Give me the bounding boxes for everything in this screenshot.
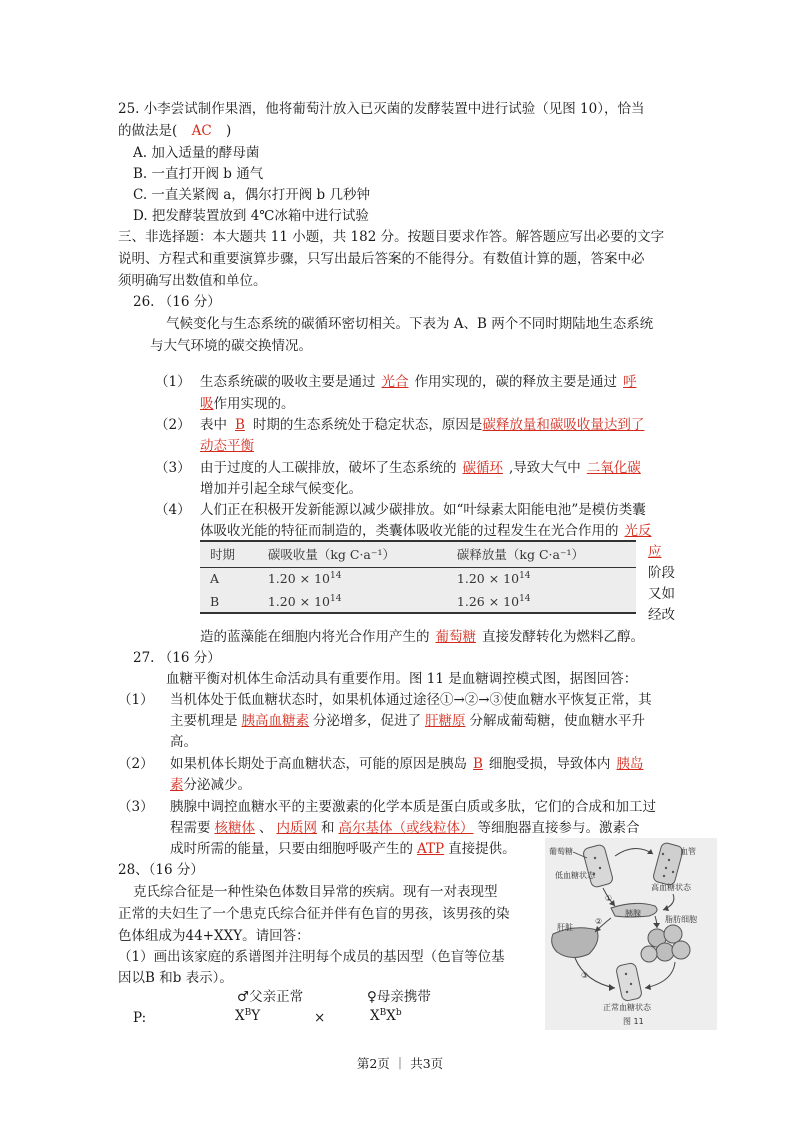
label-route-1: ① — [605, 894, 613, 903]
q25-option-b: B. 一直打开阀 b 通气 — [133, 166, 264, 182]
figure-11 — [545, 838, 717, 1030]
q26-part4-number: （4） — [155, 502, 191, 518]
q25-stem-line2: 的做法是( AC ) — [118, 123, 232, 139]
table-cell-absorb: $1.20 \times 10^{14}$ — [267, 571, 342, 587]
label-high-glucose: 高血糖状态 — [651, 883, 691, 892]
q26-part1-number: （1） — [155, 374, 191, 390]
q26-part2-line1: 表中 B 时期的生态系统处于稳定状态，原因是碳释放量和碳吸收量达到了 — [200, 417, 645, 433]
q26-intro-line2: 与大气环境的碳交换情况。 — [150, 338, 312, 354]
q26-answer-respiration-a: 呼 — [623, 374, 637, 390]
q28-intro-line1: 克氏综合征是一种性染色体数目异常的疾病。现有一对表现型 — [133, 884, 498, 900]
q27-answer-golgi: 高尔基体（或线粒体） — [338, 820, 474, 836]
table-row — [200, 567, 636, 590]
q27-part3-line3: 成时所需的能量，只要由细胞呼吸产生的 ATP 直接提供。 — [170, 841, 516, 857]
section3-line1: 三、非选择题：本大题共 11 小题，共 182 分。按题目要求作答。解答题应写出必要的文字 — [118, 229, 665, 245]
q26-answer-carbon-cycle: 碳循环 — [462, 460, 503, 476]
q26-answer-light-reaction-b: 应 — [648, 544, 662, 560]
q26-part1-line1: 生态系统碳的吸收主要是通过 光合 作用实现的，碳的释放主要是通过 呼 — [200, 374, 637, 390]
q26-part4-line1: 人们正在积极开发新能源以减少碳排放。如“叶绿素太阳能电池”是模仿类囊 — [200, 502, 646, 518]
fat-cells-icon — [641, 925, 690, 962]
q27-part2-line2: 素分泌减少。 — [170, 777, 251, 793]
normal-glucose-tube-icon — [615, 962, 642, 1001]
label-glucose: 葡萄糖 — [549, 847, 573, 856]
q26-answer-reason-a: 碳释放量和碳吸收量达到了 — [482, 417, 645, 433]
q25-stem-line1: 25. 小李尝试制作果酒，他将葡萄汁放入已灭菌的发酵装置中进行试验（见图 10），恰当 — [118, 101, 645, 117]
label-low-glucose: 低血糖状态 — [555, 871, 595, 880]
q27-heading: 27. （16 分） — [133, 650, 221, 666]
q27-part3-line1: 胰腺中调控血糖水平的主要激素的化学本质是蛋白质或多肽，它们的合成和加工过 — [170, 799, 656, 815]
pedigree-p-label: P: — [133, 1010, 147, 1026]
table-cell-period: B — [210, 593, 220, 609]
label-fat-cells: 脂肪细胞 — [665, 915, 697, 924]
q27-answer-insulin-b: 素 — [170, 777, 184, 793]
q27-answer-ribosome: 核糖体 — [214, 820, 255, 836]
q28-heading: 28、（16 分） — [118, 862, 204, 878]
table-cell-absorb: $1.20 \times 10^{14}$ — [267, 593, 342, 609]
q26-answer-period: B — [235, 417, 245, 433]
pedigree-mother-genotype: $X^BX^b$ — [370, 1008, 402, 1024]
q26-answer-respiration-b: 吸 — [200, 396, 214, 412]
pedigree-father-genotype: $X^BY$ — [235, 1008, 261, 1024]
q26-part2-number: （2） — [155, 417, 191, 433]
section3-line3: 须明确写出数值和单位。 — [118, 273, 267, 289]
table-header-absorb: 碳吸收量（kg C·a⁻¹） — [267, 547, 395, 563]
carbon-exchange-table — [200, 540, 636, 614]
q27-intro: 血糖平衡对机体生命活动具有重要作用。图 11 是血糖调控模式图，据图回答： — [166, 671, 638, 687]
q27-answer-insulin-a: 胰岛 — [616, 756, 644, 772]
q26-part4-line2: 体吸收光能的特征而制造的，类囊体吸收光能的过程发生在光合作用的 光反 — [200, 523, 652, 539]
table-cell-release: $1.20 \times 10^{14}$ — [456, 571, 531, 587]
q26-answer-reason-b: 动态平衡 — [200, 438, 254, 454]
table-cell-release: $1.26 \times 10^{14}$ — [456, 593, 531, 609]
table-cell-period: A — [210, 571, 220, 587]
page-footer: 第2页 ｜ 共3页 — [356, 1056, 444, 1071]
pedigree-mother-label: ♀母亲携带 — [367, 989, 431, 1005]
table-row — [200, 590, 636, 613]
q27-part1-line1: 当机体处于低血糖状态时，如果机体通过途径①→②→③使血糖水平恢复正常，其 — [170, 692, 652, 708]
table-header-release: 碳释放量（kg C·a⁻¹） — [456, 547, 585, 563]
q28-intro-line2: 正常的夫妇生了一个患克氏综合征并伴有色盲的男孩，该男孩的染 — [118, 906, 510, 922]
q26-heading: 26. （16 分） — [133, 294, 221, 310]
q28-part1-line2: 因以B 和b 表示）。 — [118, 970, 233, 986]
label-route-2: ② — [595, 917, 603, 926]
q26-side-text2: 又如 — [648, 586, 675, 602]
label-normal-glucose: 正常血糖状态 — [603, 1003, 651, 1012]
q26-part1-line2: 吸作用实现的。 — [200, 396, 295, 412]
q27-part1-line2: 主要机理是 胰高血糖素 分泌增多，促进了 肝糖原 分解成葡萄糖，使血糖水平升 — [170, 713, 645, 729]
q25-option-d: D. 把发酵装置放到 4℃冰箱中进行试验 — [133, 208, 369, 224]
section3-line2: 说明、方程式和重要演算步骤，只写出最后答案的不能得分。有数值计算的题，答案中必 — [118, 251, 645, 267]
q27-answer-er: 内质网 — [276, 820, 317, 836]
q26-side-text3: 经改 — [648, 607, 675, 623]
q27-part3-number: （3） — [118, 799, 154, 815]
q27-answer-atp: ATP — [417, 841, 445, 857]
q27-answer-glucagon: 胰高血糖素 — [241, 713, 309, 729]
q26-answer-light-reaction-a: 光反 — [624, 523, 652, 539]
q25-option-c: C. 一直关紧阀 a，偶尔打开阀 b 几秒钟 — [133, 187, 370, 203]
q26-part3-line2: 增加并引起全球气候变化。 — [200, 481, 362, 497]
table-header-row — [200, 541, 636, 567]
pedigree-father-label: ♂父亲正常 — [237, 989, 304, 1005]
q26-answer-glucose: 葡萄糖 — [435, 629, 476, 645]
q26-side-text1: 阶段 — [648, 565, 675, 581]
q26-part3-line1: 由于过度的人工碳排放，破坏了生态系统的 碳循环 ,导致大气中 二氧化碳 — [200, 460, 641, 476]
label-vessel: 血管 — [680, 847, 696, 856]
label-pancreas: 胰腺 — [625, 909, 641, 918]
pedigree-cross: × — [314, 1010, 326, 1026]
q27-part1-number: （1） — [118, 692, 154, 708]
q25-answer: AC — [191, 123, 212, 139]
q27-part1-line3: 高。 — [170, 734, 197, 750]
figure-caption: 图 11 — [623, 1017, 644, 1026]
q25-option-a: A. 加入适量的酵母菌 — [133, 145, 260, 161]
table-header-period: 时期 — [210, 547, 236, 563]
q27-part2-number: （2） — [118, 756, 154, 772]
q28-part1-line1: （1）画出该家庭的系谱图并注明每个成员的基因型（色盲等位基 — [118, 949, 505, 965]
low-glucose-tube-icon — [582, 844, 614, 888]
q26-part2-line2 — [200, 436, 254, 456]
q26-answer-photosynthesis: 光合 — [381, 374, 409, 390]
q27-answer-glycogen: 肝糖原 — [425, 713, 466, 729]
liver-icon — [552, 928, 598, 958]
blood-glucose-diagram — [545, 838, 717, 1030]
label-liver: 肝脏 — [557, 923, 573, 932]
q26-part4-line3: 造的蓝藻能在细胞内将光合作用产生的 葡萄糖 直接发酵转化为燃料乙醇。 — [200, 629, 644, 645]
label-route-3: ③ — [581, 971, 589, 980]
q27-answer-b-cell: B — [473, 756, 483, 772]
q26-answer-co2: 二氧化碳 — [586, 460, 641, 476]
q27-part2-line1: 如果机体长期处于高血糖状态，可能的原因是胰岛 B 细胞受损，导致体内 胰岛 — [170, 756, 644, 772]
q27-part3-line2: 程需要 核糖体 、 内质网 和 高尔基体（或线粒体） 等细胞器直接参与。激素合 — [170, 820, 640, 836]
q28-intro-line3: 色体组成为44+XXY。请回答： — [118, 928, 310, 944]
q26-part3-number: （3） — [155, 460, 191, 476]
q26-intro-line1: 气候变化与生态系统的碳循环密切相关。下表为 A、B 两个不同时期陆地生态系统 — [166, 316, 654, 332]
